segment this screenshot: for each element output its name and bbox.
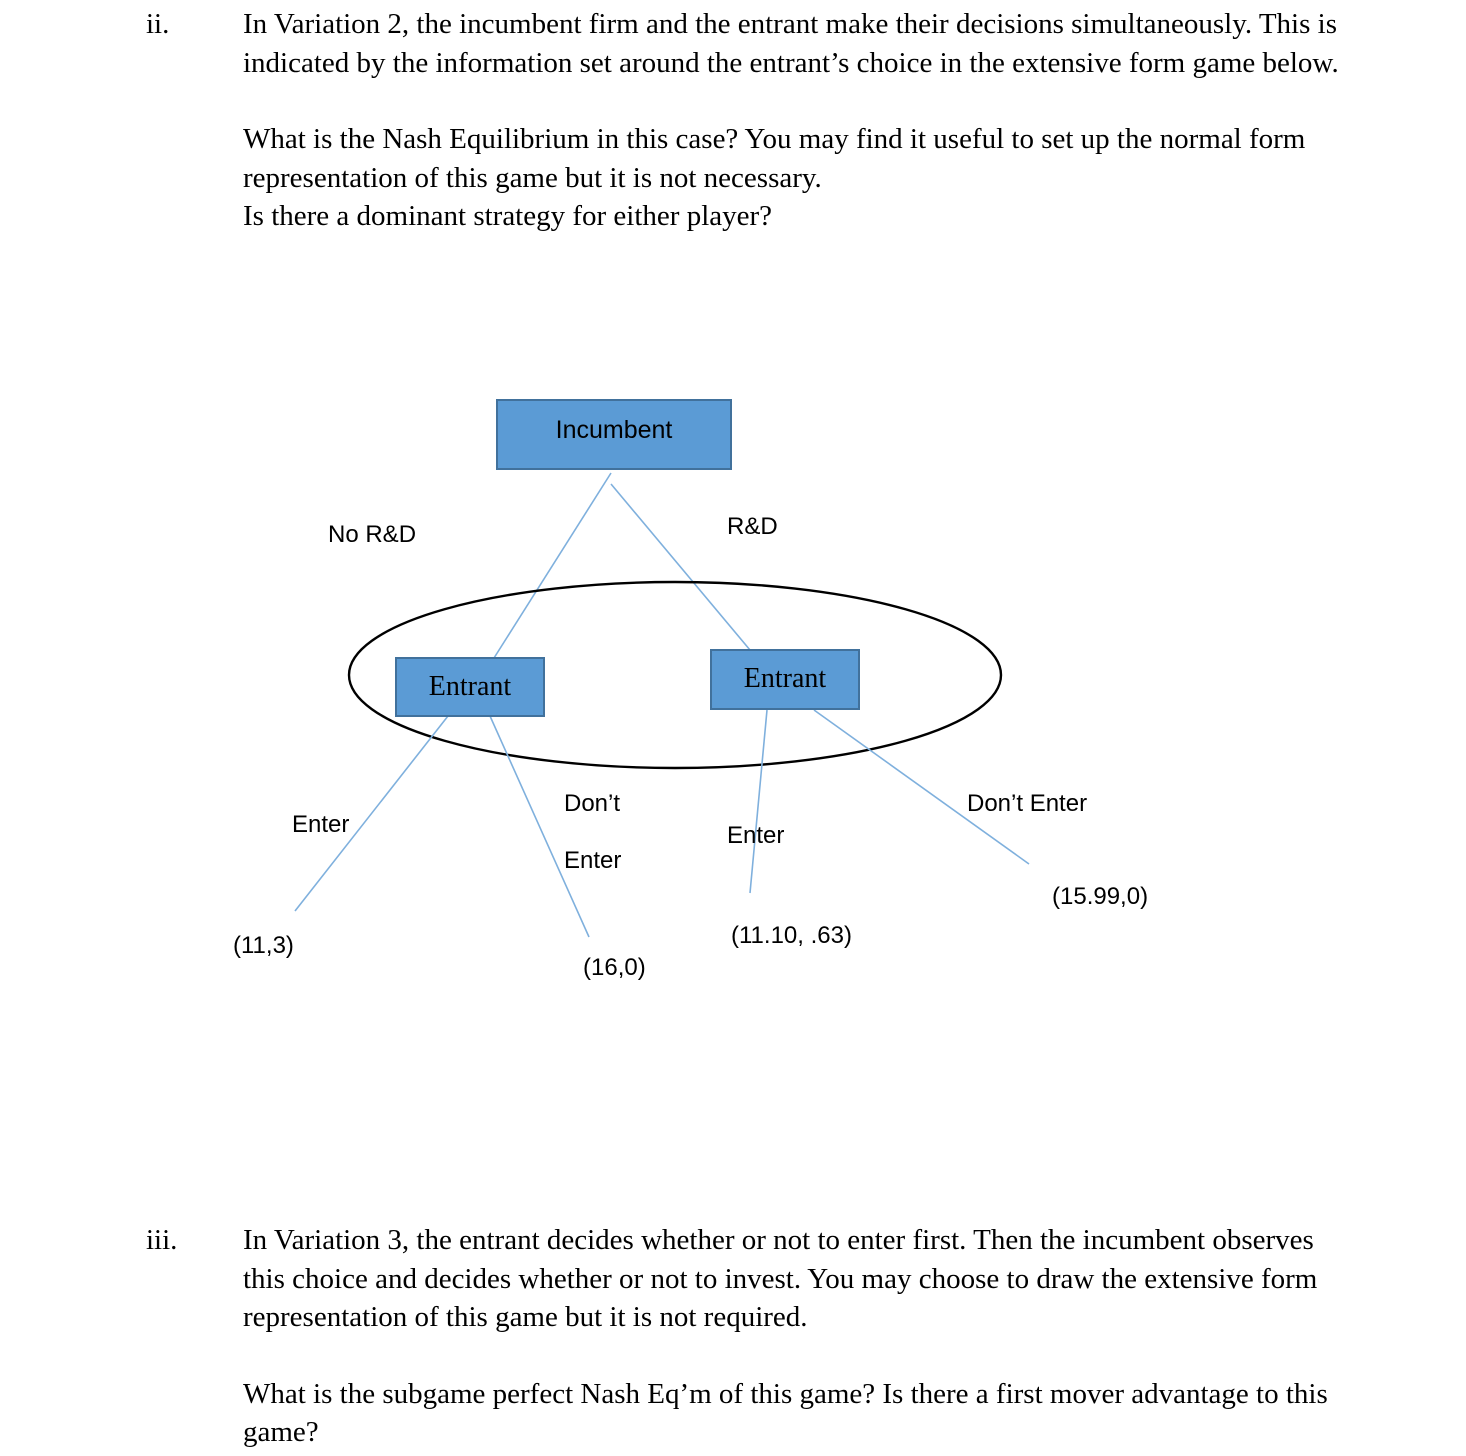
item-ii-paragraph-1: In Variation 2, the incumbent firm and the entrant make their decisions simultaneously. This is indicated by the information set around the entrant’s choice in the extensive form game below. (243, 8, 1339, 79)
item-iii-paragraph-2: What is the subgame perfect Nash Eq’m of this game? Is there a first mover advantage to this game? (243, 1377, 1328, 1448)
payoff-no-rd-dont-enter: (16,0) (583, 954, 646, 981)
label-no-rd: No R&D (328, 521, 417, 548)
incumbent-node (496, 399, 732, 470)
item-ii-paragraph-3: Is there a dominant strategy for either player? (243, 200, 773, 232)
payoff-rd-enter: (11.10, .63) (731, 922, 852, 949)
edge-right-enter (750, 710, 767, 893)
edge-left-dont-enter (490, 716, 589, 937)
item-iii-paragraph-1: In Variation 3, the entrant decides whether or not to enter first. Then the incumbent observes this choice and decides whether or not to invest. You may choose to draw the extensive form representation of this game but it is not required. (243, 1224, 1318, 1333)
entrant-node-right-label: Entrant (743, 663, 827, 694)
item-number-iii: iii. (146, 1224, 178, 1256)
item-ii-paragraph-2: What is the Nash Equilibrium in this case? You may find it useful to set up the normal form representation of this game but it is not necessary. (243, 123, 1306, 194)
incumbent-node-label: Incumbent (555, 416, 673, 444)
item-iii-text (243, 1221, 1353, 1452)
entrant-node-right (710, 649, 860, 710)
item-number-ii: ii. (146, 8, 170, 40)
entrant-node-left-label: Entrant (428, 671, 512, 702)
label-right-enter: Enter (727, 822, 785, 849)
label-left-dont: Don’t (564, 790, 621, 817)
label-rd: R&D (727, 513, 778, 540)
edge-right-dont-enter (814, 710, 1029, 864)
label-left-enter: Enter (292, 811, 350, 838)
label-left-dont-enter: Enter (564, 847, 622, 874)
payoff-no-rd-enter: (11,3) (233, 932, 294, 959)
edge-rd (611, 484, 750, 650)
label-right-dont-enter: Don’t Enter (967, 790, 1088, 817)
entrant-node-left (395, 657, 545, 717)
payoff-rd-dont-enter: (15.99,0) (1052, 883, 1149, 910)
edge-no-rd (494, 473, 611, 658)
